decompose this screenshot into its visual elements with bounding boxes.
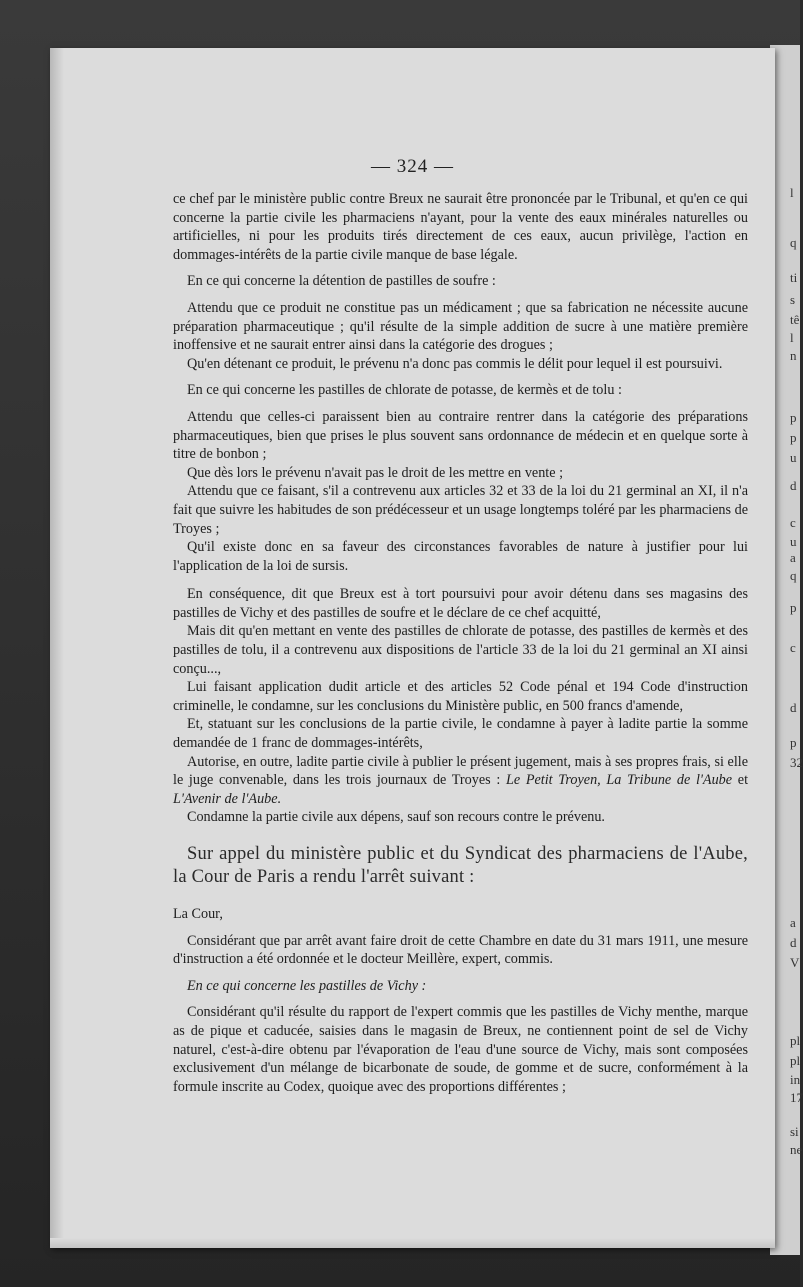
adjacent-page-fragment: d <box>790 700 797 715</box>
adjacent-page-fragment: n <box>790 348 797 363</box>
court-title: La Cour, <box>173 906 223 922</box>
adjacent-page-fragment: c <box>790 515 796 530</box>
adjacent-page-fragment: a <box>790 550 796 565</box>
italic-subheading-text: En ce qui concerne les pastilles de Vichy : <box>187 977 427 994</box>
adjacent-page-fragment: q <box>790 235 797 250</box>
adjacent-page-fragment: pl <box>790 1033 801 1048</box>
adjacent-page-fragment: l <box>790 330 794 345</box>
adjacent-page-fragment: u <box>790 534 797 549</box>
paragraph: En conséquence, dit que Breux est à tort poursuivi pour avoir détenu dans ses magasins des pastilles de Vichy et des pastilles de soufre et le déclare de ce chef acquitté, <box>173 586 748 621</box>
adjacent-page-fragment: d <box>790 478 797 493</box>
adjacent-page-fragment: V <box>790 955 800 970</box>
page-body <box>173 190 748 1096</box>
paragraph-with-journals <box>173 753 748 809</box>
paragraph: ce chef par le ministère public contre Breux ne saurait être prononcée par le Tribunal, et qu'en ce qui concerne la partie civile les pharmaciens n'ayant, pour la vente des eaux minérales naturelles ou artificielles, ni pour les produits tirés directement de ces eaux, aucun privilège, l'action en dommages-intérêts de la partie civile manque de base légale. <box>173 191 748 263</box>
adjacent-page-fragment: l <box>790 185 794 200</box>
paragraph: Considérant que par arrêt avant faire droit de cette Chambre en date du 31 mars 1911, une mesure d'instruction a été ordonnée et le docteur Meillère, expert, commis. <box>173 932 748 968</box>
adjacent-page-fragment: si <box>790 1124 799 1139</box>
adjacent-page-fragment: pl <box>790 1053 801 1068</box>
adjacent-page-fragment: c <box>790 640 796 655</box>
paragraph: Attendu que ce produit ne constitue pas un médicament ; que sa fabrication ne nécessite aucune préparation pharmaceutique ; qu'il résulte de la simple addition de sucre à une matière première inoffensive et ne saurait entrer ainsi dans la catégorie des drogues ; <box>173 299 748 354</box>
page-gutter-shadow <box>50 48 64 1248</box>
conjunction: et <box>737 772 749 789</box>
journal-names: Le Petit Troyen, La Tribune de l'Aube <box>505 772 733 789</box>
paragraph: Mais dit qu'en mettant en vente des pastilles de chlorate de potasse, des pastilles de kermès et des pastilles de tolu, il a contrevenu aux dispositions de l'article 33 de la loi du 21 germinal an XI ainsi conçu..., <box>173 623 748 677</box>
adjacent-page-fragment: p <box>790 600 797 615</box>
paragraph: Lui faisant application dudit article et des articles 52 Code pénal et 194 Code d'instruction criminelle, le condamne, sur les conclusions du Ministère public, en 500 francs d'amende, <box>173 679 748 714</box>
adjacent-page-fragment: ti <box>790 270 798 285</box>
journal-intro: Autorise, en outre, ladite partie civile à publier le présent jugement, mais à ses propres frais, si elle le juge convenable, dans les trois journaux de Troyes : <box>173 753 748 789</box>
paragraph: Que dès lors le prévenu n'avait pas le droit de les mettre en vente ; <box>187 464 564 481</box>
adjacent-page-fragment: tê <box>790 312 800 327</box>
paragraph: Condamne la partie civile aux dépens, sauf son recours contre le prévenu. <box>187 809 605 826</box>
paragraph: Attendu que ce faisant, s'il a contrevenu aux articles 32 et 33 de la loi du 21 germinal an XI, il n'a fait que suivre les habitudes de son prédécesseur et un usage longtemps toléré par les pharmaciens de Troyes ; <box>173 483 748 537</box>
adjacent-page-fragment: d <box>790 935 797 950</box>
adjacent-page-fragment: s <box>790 292 796 307</box>
adjacent-page-fragment: 32 <box>790 755 803 770</box>
paragraph: Et, statuant sur les conclusions de la partie civile, le condamne à payer à ladite partie la somme demandée de 1 franc de dommages-intérêts, <box>173 716 748 752</box>
italic-subheading <box>173 977 748 996</box>
adjacent-page-fragment: ne <box>790 1142 803 1157</box>
book-page <box>50 48 775 1248</box>
adjacent-page-fragment: 17 <box>790 1090 803 1105</box>
paragraph: Attendu que celles-ci paraissent bien au contraire rentrer dans la catégorie des préparations pharmaceutiques, bien que prises le plus souvent sans ordonnance de médecin et en quelque sorte à titre de bonbon ; <box>173 408 748 463</box>
paragraph: Qu'il existe donc en sa faveur des circonstances favorables de nature à justifier pour lui l'application de la loi de sursis. <box>173 539 748 574</box>
journal-name: L'Avenir de l'Aube. <box>173 790 282 807</box>
adjacent-page-fragment: p <box>790 735 797 750</box>
paragraph: Qu'en détenant ce produit, le prévenu n'a donc pas commis le délit pour lequel il est poursuivi. <box>187 355 723 372</box>
page-number: — 324 — <box>371 156 454 177</box>
paragraph: Considérant qu'il résulte du rapport de l'expert commis que les pastilles de Vichy menthe, marque as de pique et caducée, saisies dans le magasin de Breux, ne contiennent point de sel de Vichy naturel, c'est-à-dire obtenu par l'évaporation de l'eau d'une source de Vichy, mais sont composées exclusivement d'un mélange de bicarbonate de soude, de gomme et de sucre, conformément à la formule inscrite au Codex, quoique avec des proportions différentes ; <box>173 1004 748 1095</box>
adjacent-page-fragment: q <box>790 568 797 583</box>
section-intro: En ce qui concerne la détention de pastilles de soufre : <box>187 273 496 290</box>
adjacent-page-fragment: in <box>790 1072 801 1087</box>
section-intro: En ce qui concerne les pastilles de chlorate de potasse, de kermès et de tolu : <box>187 382 622 399</box>
adjacent-page-fragment: p <box>790 430 797 445</box>
section-heading: Sur appel du ministère public et du Syndicat des pharmaciens de l'Aube, la Cour de Paris a rendu l'arrêt suivant : <box>173 844 748 887</box>
adjacent-page-fragment: a <box>790 915 796 930</box>
adjacent-page-fragment: p <box>790 410 797 425</box>
adjacent-page-fragment: u <box>790 450 797 465</box>
page-bottom-shadow <box>50 1238 775 1248</box>
